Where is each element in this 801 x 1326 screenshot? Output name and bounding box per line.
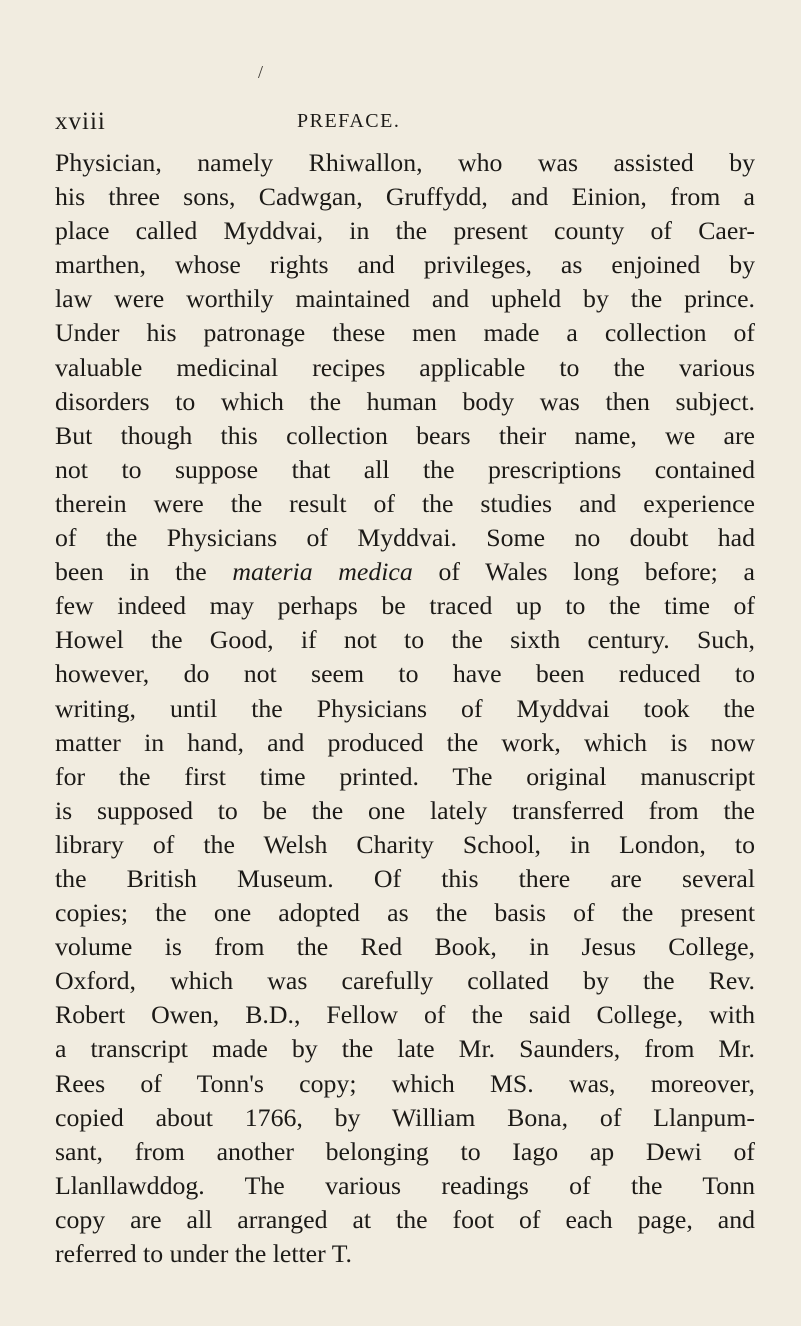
text-line: Oxford, which was carefully collated by the Rev. (55, 966, 755, 996)
text-line: copied about 1766, by William Bona, of Llanpum- (55, 1102, 755, 1132)
text-line: matter in hand, and produced the work, which is now (55, 727, 755, 757)
text-line: Llanllawddog. The various readings of the Tonn (55, 1170, 755, 1200)
text-line: valuable medicinal recipes applicable to the various (55, 352, 755, 382)
text-segment: of Wales long before; a (412, 557, 755, 587)
text-line: volume is from the Red Book, in Jesus College, (55, 932, 755, 962)
text-line: for the first time printed. The original manuscript (55, 761, 755, 791)
text-line: Under his patronage these men made a collection of (55, 318, 755, 348)
text-line-with-italic (55, 555, 755, 589)
text-line: Robert Owen, B.D., Fellow of the said College, with (55, 1000, 755, 1030)
text-line: law were worthily maintained and upheld by the prince. (55, 284, 755, 314)
text-line: copies; the one adopted as the basis of the present (55, 898, 755, 928)
text-line: But though this collection bears their name, we are (55, 420, 755, 450)
text-segment: been in the (55, 557, 233, 587)
stray-mark: / (258, 62, 264, 82)
running-head: PREFACE. (297, 110, 401, 132)
text-line: library of the Welsh Charity School, in London, to (55, 829, 755, 859)
text-line: sant, from another belonging to Iago ap Dewi of (55, 1136, 755, 1166)
text-line: is supposed to be the one lately transferred from the (55, 795, 755, 825)
text-line: Howel the Good, if not to the sixth century. Such, (55, 625, 755, 655)
text-line: place called Myddvai, in the present county of Caer- (55, 216, 755, 246)
text-line: not to suppose that all the prescriptions contained (55, 454, 755, 484)
text-line: Rees of Tonn's copy; which MS. was, moreover, (55, 1068, 755, 1098)
text-line-last: referred to under the letter T. (55, 1239, 352, 1268)
page-number: xviii (55, 108, 106, 135)
text-line: his three sons, Cadwgan, Gruffydd, and Einion, from a (55, 182, 755, 212)
italic-phrase: materia medica (232, 557, 413, 587)
text-line: marthen, whose rights and privileges, as enjoined by (55, 250, 755, 280)
text-line: however, do not seem to have been reduced to (55, 659, 755, 689)
text-line: disorders to which the human body was then subject. (55, 386, 755, 416)
page-header (55, 108, 755, 140)
text-line: therein were the result of the studies and experience (55, 488, 755, 518)
body-text (55, 146, 755, 1271)
text-line: a transcript made by the late Mr. Saunders, from Mr. (55, 1034, 755, 1064)
text-line: the British Museum. Of this there are several (55, 863, 755, 893)
text-line: few indeed may perhaps be traced up to the time of (55, 591, 755, 621)
text-line: copy are all arranged at the foot of each page, and (55, 1204, 755, 1234)
text-line: Physician, namely Rhiwallon, who was assisted by (55, 148, 755, 177)
text-line: writing, until the Physicians of Myddvai took the (55, 693, 755, 723)
text-line: of the Physicians of Myddvai. Some no doubt had (55, 523, 755, 553)
